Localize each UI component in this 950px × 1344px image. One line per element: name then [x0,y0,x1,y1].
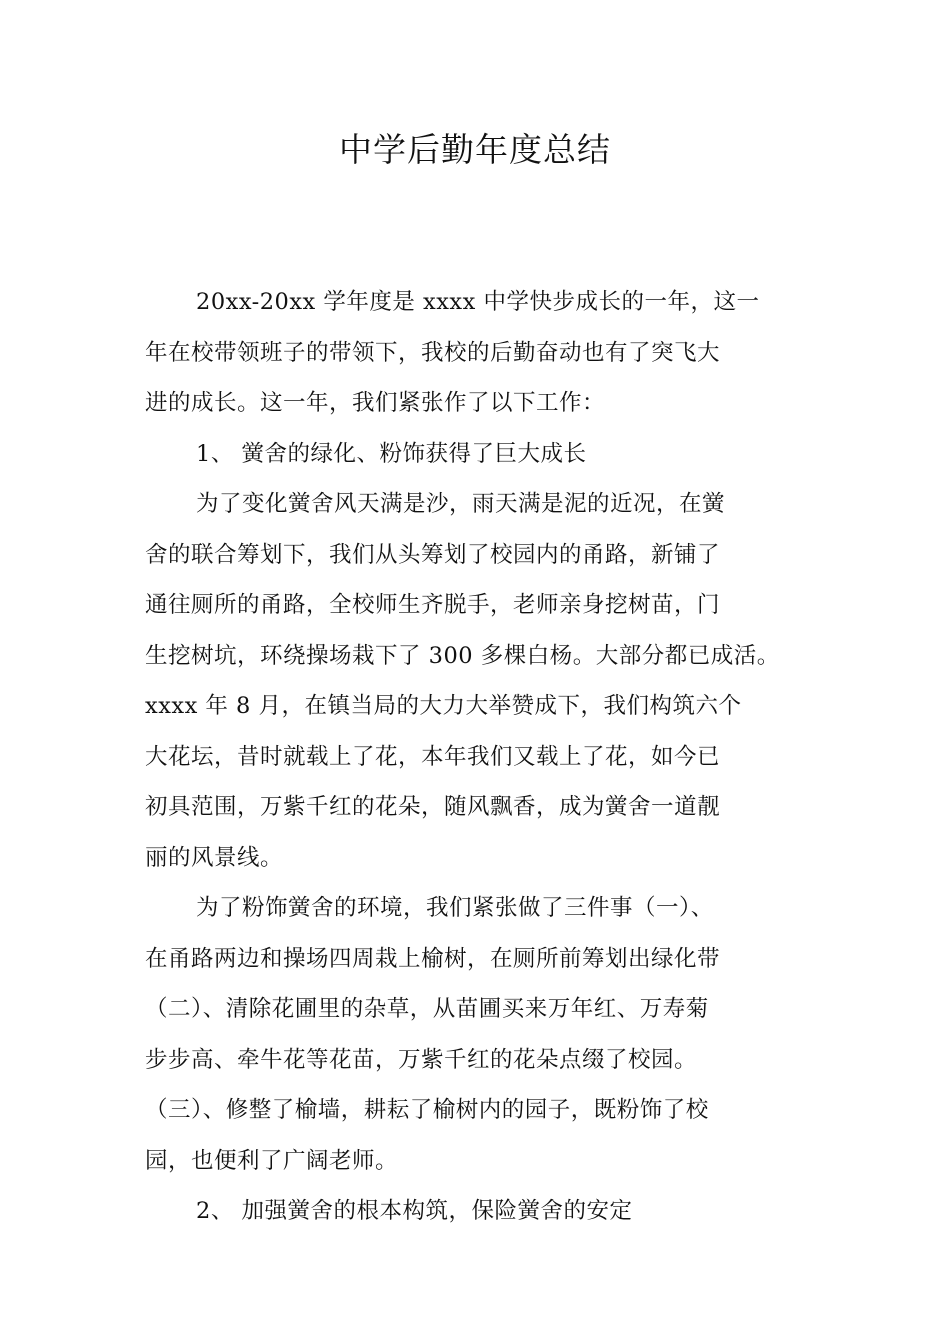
text-line: 舍的联合筹划下，我们从头筹划了校园内的甬路，新铺了 [145,541,721,568]
text-line: xxxx 年 8 月，在镇当局的大力大举赞成下，我们构筑六个 [145,693,742,719]
section-heading-2: 2、 加强黉舍的根本构筑，保险黉舍的安定 [196,1198,633,1224]
text-line: 丽的风景线。 [145,844,284,871]
text-line: （二）、清除花圃里的杂草，从苗圃买来万年红、万寿菊 [145,996,709,1022]
text-line: 年在校带领班子的带领下，我校的后勤奋动也有了突飞大 [145,339,721,366]
text-line: 20xx-20xx 学年度是 xxxx 中学快步成长的一年，这一 [196,289,760,315]
text-line: 生挖树坑，环绕操场栽下了 300 多棵白杨。大部分都已成活。 [145,642,780,669]
text-line: 为了变化黉舍风天满是沙，雨天满是泥的近况，在黉 [196,491,726,517]
text-line: 在甬路两边和操场四周栽上榆树，在厕所前筹划出绿化带 [145,945,721,972]
text-line: 初具范围，万紫千红的花朵，随风飘香，成为黉舍一道靓 [145,794,721,820]
document-body [145,277,813,1237]
text-line: 通往厕所的甬路，全校师生齐脱手，老师亲身挖树苗，门 [145,592,721,618]
text-line: 步步高、牵牛花等花苗，万紫千红的花朵点缀了校园。 [145,1046,698,1073]
text-line: 大花坛，昔时就载上了花，本年我们又载上了花，如今已 [145,743,721,770]
text-line: 园，也便利了广阔老师。 [145,1147,399,1174]
text-line: 进的成长。这一年，我们紧张作了以下工作： [145,390,606,416]
document-title: 中学后勤年度总结 [339,130,611,169]
text-line: （三）、修整了榆墙，耕耘了榆树内的园子，既粉饰了校 [145,1097,709,1123]
section-heading-1: 1、 黉舍的绿化、粉饰获得了巨大成长 [196,440,587,467]
text-line: 为了粉饰黉舍的环境，我们紧张做了三件事（一）、 [196,895,714,921]
